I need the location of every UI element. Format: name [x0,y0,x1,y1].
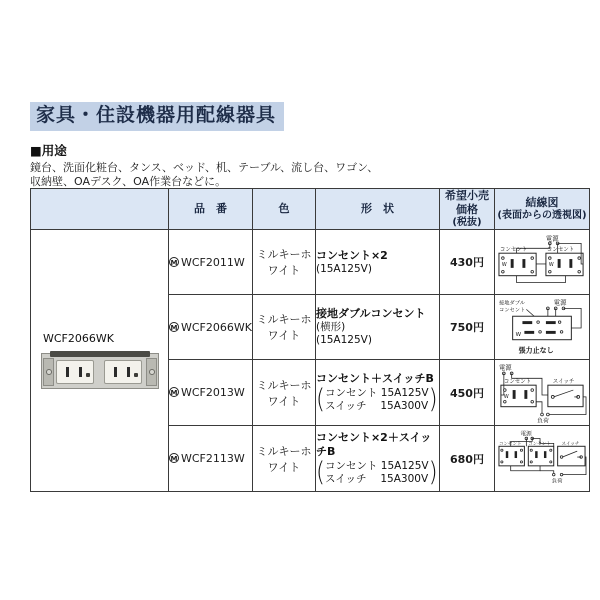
color-value: ミルキーホワイト [252,230,315,295]
part-number: M WCF2013W [169,360,253,426]
diagram-label: コンセント [503,378,532,385]
diagram-label: コンセント [499,247,528,254]
wiring-diagram-outlet-switch [497,362,587,424]
outlet-slot [114,367,117,377]
diagram-label: コンセント [498,307,526,314]
diagram-label: 電源 [545,235,559,243]
color-value: ミルキーホワイト [252,295,315,360]
diagram-label: 接地ダブル [498,300,526,307]
price-value: 680円 [439,426,494,492]
product-photo [41,353,159,389]
diagram-label: 電源 [498,364,512,372]
col-header-photo [31,189,169,230]
color-value: ミルキーホワイト [252,360,315,426]
mounting-tab-left [43,358,54,386]
product-table [30,188,590,492]
mounting-tab-right [146,358,157,386]
diagram-note: 張力止なし [518,345,554,355]
price-value: 450円 [439,360,494,426]
wiring-diagram-outlet-x2 [497,232,587,292]
circled-m-icon: M [170,389,178,397]
wiring-diagram-cell [494,295,589,360]
part-number: M WCF2113W [169,426,253,492]
table-row [31,230,590,295]
price-value: 750円 [439,295,494,360]
usage-heading: ■用途 [30,143,67,158]
diagram-label: スイッチ [561,441,580,447]
color-value: ミルキーホワイト [252,426,315,492]
part-number: M WCF2066WK [169,295,253,360]
usage-text-line1: 鏡台、洗面化粧台、タンス、ベッド、机、テーブル、流し台、ワゴン、 [30,161,379,174]
diagram-label: W [548,261,554,268]
usage-section [30,141,378,189]
diagram-label: 負荷 [537,417,549,424]
wiring-diagram-ground-double-outlet [497,297,587,357]
part-number: M WCF2011W [169,230,253,295]
col-header-price: 希望小売価格 (税抜) [439,189,494,230]
diagram-label: スイッチ [552,378,575,385]
wiring-diagram-cell [494,360,589,426]
col-header-part-no: 品 番 [169,189,253,230]
col-header-color: 色 [252,189,315,230]
shape-cell: コンセント×2 (15A125V) [315,230,439,295]
product-model-label: WCF2066WK [43,332,114,345]
diagram-label: コンセント [528,441,551,447]
usage-text-line2: 収納壁、OAデスク、OA作業台などに。 [30,175,227,188]
shape-cell: コンセント×2＋スイッチB ( コンセント 15A125V スイッチ 15A300V ) [315,426,439,492]
diagram-label: コンセント [546,247,575,254]
screw-icon [46,369,52,375]
outlet-slot [127,367,130,377]
spec-group: ( コンセント 15A125V スイッチ 15A300V ) [315,457,438,488]
open-paren: ( [315,384,325,415]
diagram-label: W [515,331,521,338]
outlet-socket-right [104,360,142,384]
price-value: 430円 [439,230,494,295]
circled-m-icon: M [170,258,178,267]
outlet-socket-left [56,360,94,384]
diagram-label: W [501,261,507,268]
diagram-label: W [503,393,509,400]
open-paren: ( [315,457,325,488]
outlet-top-edge [50,351,150,357]
close-paren: ) [428,384,438,415]
col-header-shape: 形 状 [315,189,439,230]
outlet-slot [66,367,69,377]
wiring-diagram-outlet-x2-switch [497,429,587,489]
shape-cell: 接地ダブルコンセント (横形) (15A125V) [315,295,439,360]
close-paren: ) [428,457,438,488]
outlet-ground-hole [86,373,90,377]
diagram-label: 負荷 [551,477,563,484]
diagram-label: 電源 [520,431,532,438]
shape-cell: コンセント＋スイッチB ( コンセント 15A125V スイッチ 15A300V ) [315,360,439,426]
screw-icon [149,369,155,375]
table-header-row [31,189,590,230]
product-photo-cell [31,230,169,492]
page-title: 家具・住設機器用配線器具 [30,102,284,131]
outlet-ground-hole [134,373,138,377]
col-header-diagram: 結線図 (表面からの透視図) [494,189,589,230]
circled-m-icon: M [170,455,178,463]
diagram-label: コンセント [498,441,522,447]
spec-group: ( コンセント 15A125V スイッチ 15A300V ) [315,384,438,415]
wiring-diagram-cell [494,426,589,492]
outlet-slot [79,367,82,377]
circled-m-icon: M [170,323,178,332]
diagram-label: 電源 [553,299,567,307]
wiring-diagram-cell [494,230,589,295]
